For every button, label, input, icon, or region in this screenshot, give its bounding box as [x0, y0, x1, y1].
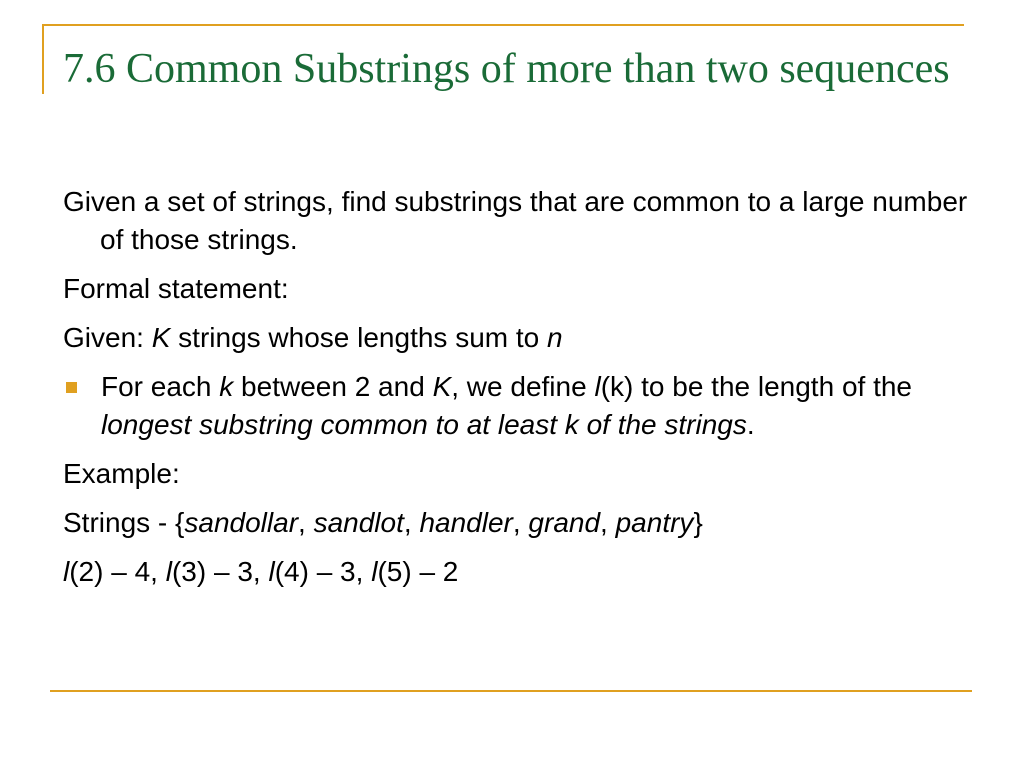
given-prefix: Given:: [63, 322, 152, 353]
string-item: handler: [419, 507, 513, 538]
bullet-text-2: between 2 and: [233, 371, 433, 402]
bullet-text-1: For each: [101, 371, 220, 402]
slide-title: 7.6 Common Substrings of more than two sequences: [63, 46, 950, 92]
strings-line: [63, 504, 968, 542]
given-K: K: [151, 322, 171, 353]
bullet-emphasis: longest substring common to at least k of the strings: [101, 409, 747, 440]
string-separator: ,: [600, 507, 616, 538]
bullet-K: K: [432, 371, 452, 402]
result-fn: l: [63, 556, 70, 587]
example-label: Example:: [63, 458, 180, 489]
bullet-l: l: [594, 371, 601, 402]
result-value: (3) – 3: [171, 556, 253, 587]
result-fn: l: [371, 556, 378, 587]
given-line: [63, 319, 968, 357]
bullet-k: k: [219, 371, 234, 402]
string-item: grand: [528, 507, 601, 538]
formal-statement-label: Formal statement:: [63, 273, 289, 304]
string-item: sandlot: [313, 507, 404, 538]
given-middle: strings whose lengths sum to: [170, 322, 548, 353]
string-item: sandollar: [184, 507, 299, 538]
result-value: (2) – 4: [69, 556, 151, 587]
result-value: (5) – 2: [377, 556, 459, 587]
bottom-divider: [50, 690, 972, 692]
result-separator: ,: [150, 556, 166, 587]
definition-bullet: [63, 368, 968, 444]
result-separator: ,: [355, 556, 372, 587]
top-divider: [42, 24, 964, 26]
string-separator: ,: [298, 507, 314, 538]
given-n: n: [547, 322, 563, 353]
result-separator: ,: [252, 556, 269, 587]
left-divider: [42, 24, 44, 94]
slide-body: [63, 183, 968, 602]
strings-prefix: Strings - {: [63, 507, 185, 538]
bullet-square-icon: [66, 382, 77, 393]
results-line: [63, 553, 968, 591]
string-item: pantry: [615, 507, 694, 538]
bullet-text-3: , we define: [451, 371, 595, 402]
string-separator: ,: [512, 507, 529, 538]
bullet-text-4: (k) to be the length of the: [600, 371, 912, 402]
string-separator: ,: [403, 507, 420, 538]
bullet-text-5: .: [746, 409, 755, 440]
result-value: (4) – 3: [274, 556, 356, 587]
intro-paragraph: Given a set of strings, find substrings that are common to a large number of those strings.: [63, 186, 968, 255]
result-fn: l: [268, 556, 275, 587]
strings-suffix: }: [693, 507, 703, 538]
result-fn: l: [165, 556, 172, 587]
